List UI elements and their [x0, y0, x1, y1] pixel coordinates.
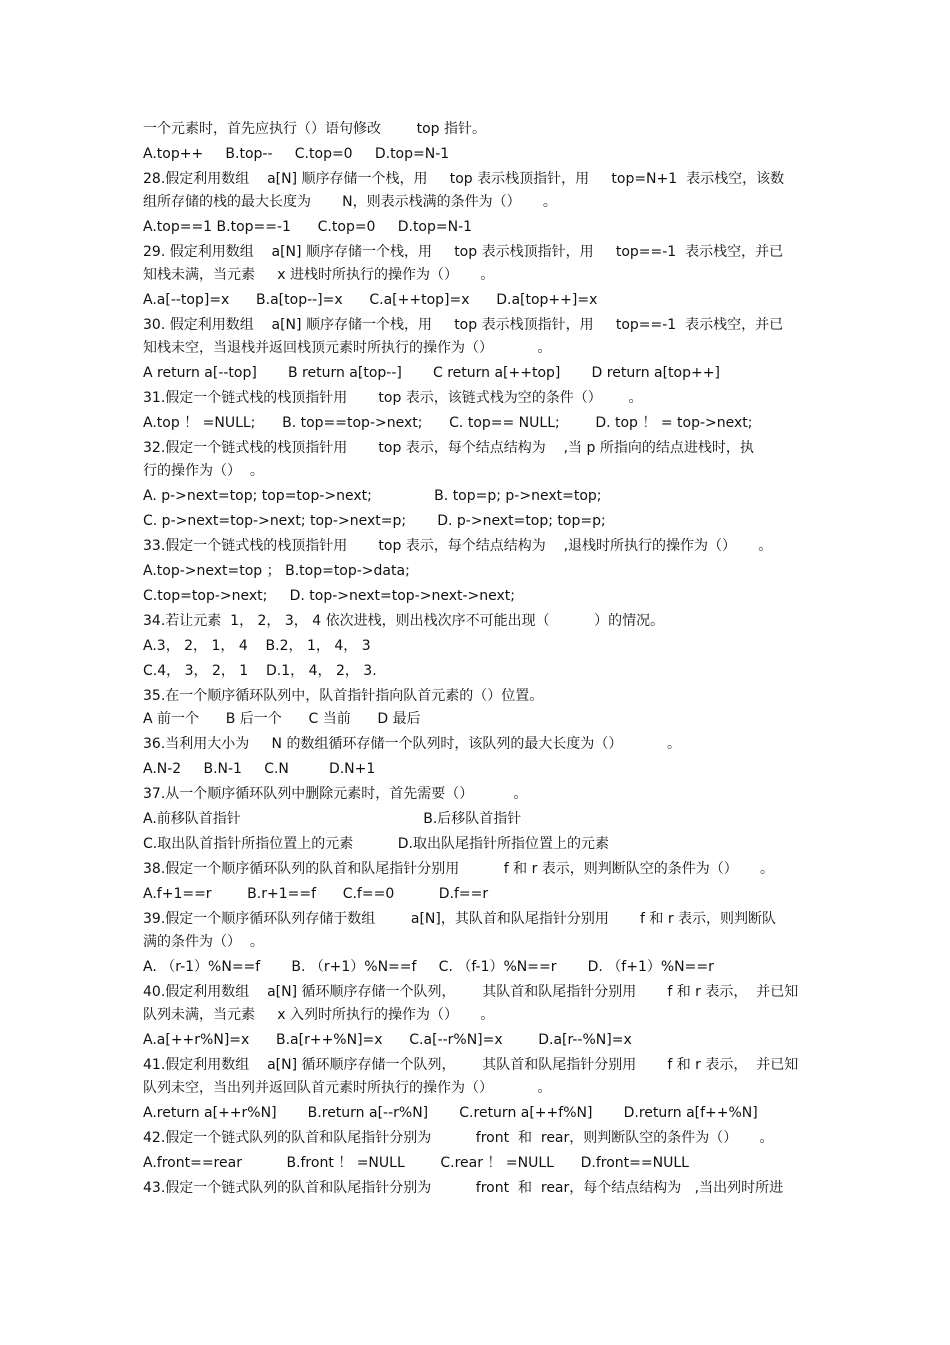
question-41-line: 41.假定利用数组 a[N] 循环顺序存储一个队列， 其队首和队尾指针分别用 f 和 r 表示， 并已知: [143, 1057, 799, 1073]
text-line: 知栈未满，当元素 x 进栈时所执行的操作为（） 。: [143, 267, 495, 283]
question-29-line: 29. 假定利用数组 a[N] 顺序存储一个栈，用 top 表示栈顶指针，用 top==-1 表示栈空，并已: [143, 244, 784, 260]
question-36-line: 36.当利用大小为 N 的数组循环存储一个队列时，该队列的最大长度为（） 。: [143, 736, 681, 752]
question-39-line: 39.假定一个顺序循环队列存储于数组 a[N]，其队首和队尾指针分别用 f 和 r 表示，则判断队: [143, 911, 777, 927]
answer-options-line: A. （r-1）%N==f B. （r+1）%N==f C. （f-1）%N==r D. （f+1）%N==r: [143, 959, 714, 975]
answer-options-line: A.f+1==r B.r+1==f C.f==0 D.f==r: [143, 886, 489, 902]
question-40-line: 40.假定利用数组 a[N] 循环顺序存储一个队列， 其队首和队尾指针分别用 f 和 r 表示， 并已知: [143, 984, 799, 1000]
answer-options-line: A.top->next=top ； B.top=top->data;: [143, 563, 410, 579]
question-32-line: 32.假定一个链式栈的栈顶指针用 top 表示，每个结点结构为 ,当 p 所指向的结点进栈时，执: [143, 440, 754, 456]
text-line: 知栈未空，当退栈并返回栈顶元素时所执行的操作为（） 。: [143, 340, 552, 356]
answer-options-line: A.top==1 B.top==-1 C.top=0 D.top=N-1: [143, 219, 473, 235]
answer-options-line: C.取出队首指针所指位置上的元素 D.取出队尾指针所指位置上的元素: [143, 836, 609, 852]
question-34-line: 34.若让元素 1， 2， 3， 4 依次进栈，则出栈次序不可能出现（ ）的情况。: [143, 613, 665, 629]
text-line: 行的操作为（） 。: [143, 463, 264, 479]
question-38-line: 38.假定一个顺序循环队列的队首和队尾指针分别用 f 和 r 表示，则判断队空的条件为（） 。: [143, 861, 775, 877]
text-line: 队列未空，当出列并返回队首元素时所执行的操作为（） 。: [143, 1080, 552, 1096]
text-line: 满的条件为（） 。: [143, 934, 264, 950]
question-31-line: 31.假定一个链式栈的栈顶指针用 top 表示，该链式栈为空的条件（） 。: [143, 390, 643, 406]
answer-options-line: A.return a[++r%N] B.return a[--r%N] C.return a[++f%N] D.return a[f++%N]: [143, 1105, 758, 1121]
answer-options-line: A 前一个 B 后一个 C 当前 D 最后: [143, 711, 421, 727]
text-line: 一个元素时，首先应执行（）语句修改 top 指针。: [143, 121, 486, 137]
answer-options-line: A.前移队首指针 B.后移队首指针: [143, 811, 522, 827]
answer-options-line: A.a[--top]=x B.a[top--]=x C.a[++top]=x D.a[top++]=x: [143, 292, 598, 308]
question-30-line: 30. 假定利用数组 a[N] 顺序存储一个栈，用 top 表示栈顶指针，用 top==-1 表示栈空，并已: [143, 317, 784, 333]
answer-options-line: A. p->next=top; top=top->next; B. top=p; p->next=top;: [143, 488, 602, 504]
answer-options-line: A.top ！ =NULL; B. top==top->next; C. top== NULL; D. top ！ = top->next;: [143, 415, 753, 431]
answer-options-line: C.4， 3， 2， 1 D.1， 4， 2， 3.: [143, 663, 377, 679]
answer-options-line: A.3， 2， 1， 4 B.2， 1， 4， 3: [143, 638, 371, 654]
question-text-block: [143, 118, 813, 1202]
answer-options-line: A return a[--top] B return a[top--] C return a[++top] D return a[top++]: [143, 365, 720, 381]
question-42-line: 42.假定一个链式队列的队首和队尾指针分别为 front 和 rear，则判断队空的条件为（） 。: [143, 1130, 774, 1146]
question-33-line: 33.假定一个链式栈的栈顶指针用 top 表示，每个结点结构为 ,退栈时所执行的操作为（） 。: [143, 538, 773, 554]
answer-options-line: A.top++ B.top-- C.top=0 D.top=N-1: [143, 146, 450, 162]
question-43-line: 43.假定一个链式队列的队首和队尾指针分别为 front 和 rear，每个结点结构为 ,当出列时所进: [143, 1180, 784, 1196]
question-35-line: 35.在一个顺序循环队列中，队首指针指向队首元素的（）位置。: [143, 688, 544, 704]
answer-options-line: C. p->next=top->next; top->next=p; D. p->next=top; top=p;: [143, 513, 606, 529]
answer-options-line: A.N-2 B.N-1 C.N D.N+1: [143, 761, 376, 777]
question-37-line: 37.从一个顺序循环队列中删除元素时，首先需要（） 。: [143, 786, 528, 802]
answer-options-line: A.front==rear B.front ！ =NULL C.rear ！ =NULL D.front==NULL: [143, 1155, 689, 1171]
text-line: 组所存储的栈的最大长度为 N，则表示栈满的条件为（） 。: [143, 194, 557, 210]
text-line: 队列未满，当元素 x 入列时所执行的操作为（） 。: [143, 1007, 495, 1023]
answer-options-line: A.a[++r%N]=x B.a[r++%N]=x C.a[--r%N]=x D.a[r--%N]=x: [143, 1032, 632, 1048]
question-28-line: 28.假定利用数组 a[N] 顺序存储一个栈，用 top 表示栈顶指针，用 top=N+1 表示栈空，该数: [143, 171, 785, 187]
answer-options-line: C.top=top->next; D. top->next=top->next->next;: [143, 588, 516, 604]
